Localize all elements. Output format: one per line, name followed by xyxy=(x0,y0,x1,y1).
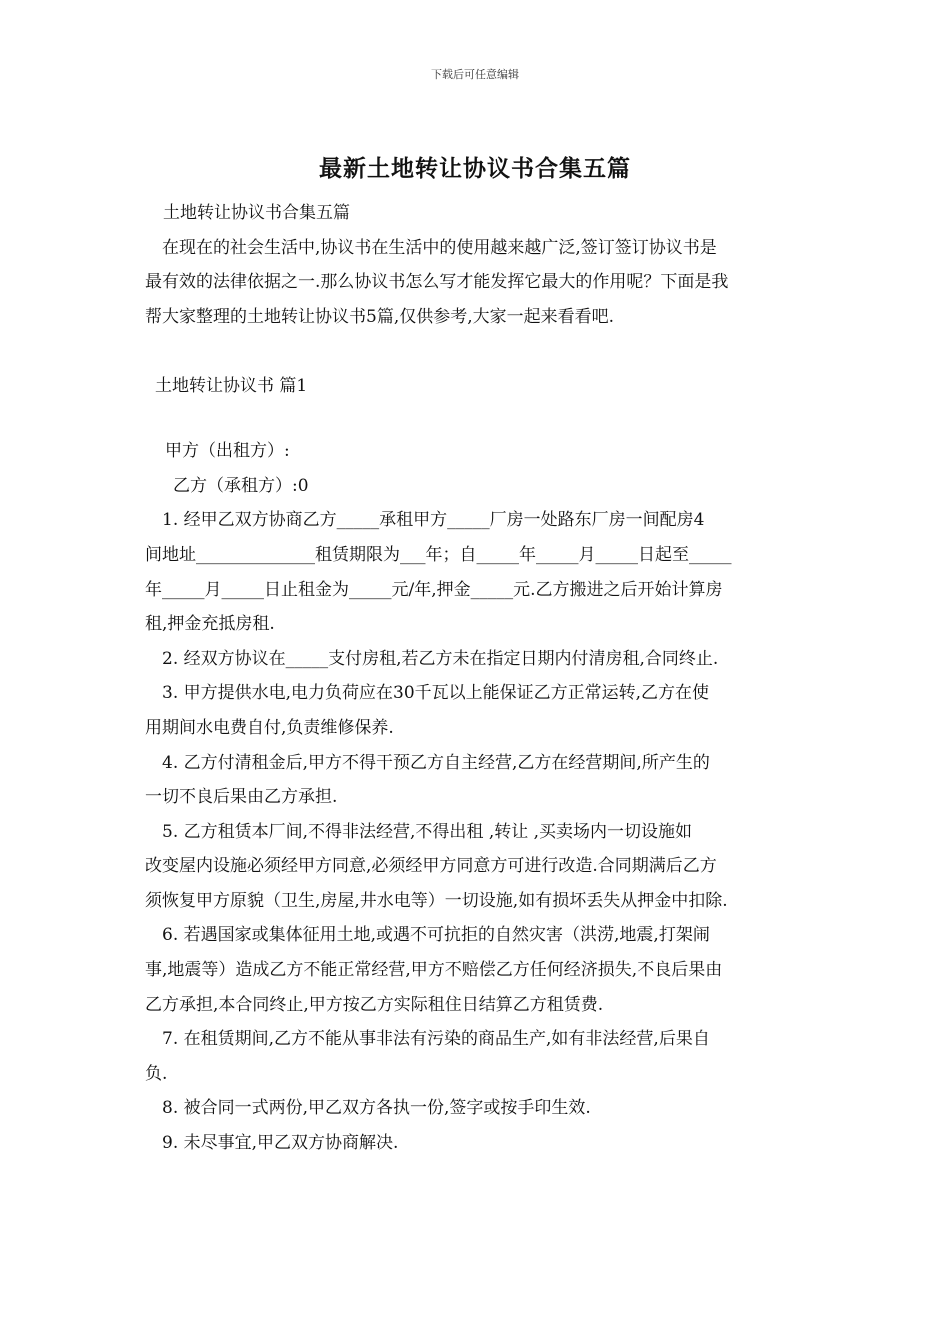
intro-line: 最有效的法律依据之一.那么协议书怎么写才能发挥它最大的作用呢？下面是我 xyxy=(145,272,729,293)
document-title: 最新土地转让协议书合集五篇 xyxy=(319,155,631,182)
clause-line: 间地址______________租赁期限为___年；自_____年_____月_____日起至_____ xyxy=(145,544,732,565)
clause-line: 6. 若遇国家或集体征用土地,或遇不可抗拒的自然灾害（洪涝,地震,打架闹 xyxy=(145,925,710,946)
page-header: 下载后可任意编辑 xyxy=(431,68,519,81)
section-heading: 土地转让协议书 篇1 xyxy=(155,375,308,396)
clause-line: 8. 被合同一式两份,甲乙双方各执一份,签字或按手印生效. xyxy=(145,1098,591,1119)
clause-line: 5. 乙方租赁本厂间,不得非法经营,不得出租 ,转让 ,买卖场内一切设施如 xyxy=(145,821,693,842)
clause-line: 一切不良后果由乙方承担. xyxy=(145,787,338,808)
clause-line: 改变屋内设施必须经甲方同意,必须经甲方同意方可进行改造.合同期满后乙方 xyxy=(145,856,717,877)
party-b-line: 乙方（承租方）:0 xyxy=(173,475,309,496)
clause-line: 7. 在租赁期间,乙方不能从事非法有污染的商品生产,如有非法经营,后果自 xyxy=(145,1029,710,1050)
clause-line: 租,押金充抵房租. xyxy=(145,614,275,635)
clause-line: 9. 未尽事宜,甲乙双方协商解决. xyxy=(145,1133,399,1154)
intro-line: 帮大家整理的土地转让协议书5篇,仅供参考,大家一起来看看吧. xyxy=(145,306,615,327)
intro-line: 在现在的社会生活中,协议书在生活中的使用越来越广泛,签订签订协议书是 xyxy=(145,237,717,258)
clause-line: 负. xyxy=(145,1063,168,1084)
party-a-line: 甲方（出租方）: xyxy=(165,441,290,462)
subtitle: 土地转让协议书合集五篇 xyxy=(163,203,350,223)
clause-line: 3. 甲方提供水电,电力负荷应在30千瓦以上能保证乙方正常运转,乙方在使 xyxy=(145,683,710,704)
clause-line: 用期间水电费自付,负责维修保养. xyxy=(145,717,394,738)
clause-line: 2. 经双方协议在_____支付房租,若乙方未在指定日期内付清房租,合同终止. xyxy=(145,648,719,669)
document-body xyxy=(145,196,810,1161)
clause-line: 1. 经甲乙双方协商乙方_____承租甲方_____厂房一处路东厂房一间配房4 xyxy=(145,510,705,531)
spacer xyxy=(145,404,810,439)
spacer xyxy=(145,334,810,369)
clause-line: 乙方承担,本合同终止,甲方按乙方实际租住日结算乙方租赁费. xyxy=(145,994,604,1015)
clause-line: 4. 乙方付清租金后,甲方不得干预乙方自主经营,乙方在经营期间,所产生的 xyxy=(145,752,710,773)
clause-line: 事,地震等）造成乙方不能正常经营,甲方不赔偿乙方任何经济损失,不良后果由 xyxy=(145,960,723,981)
clause-line: 年_____月_____日止租金为_____元/年,押金_____元.乙方搬进之后开始计算房 xyxy=(145,579,723,600)
clause-line: 须恢复甲方原貌（卫生,房屋,井水电等）一切设施,如有损坏丢失从押金中扣除. xyxy=(145,890,728,911)
